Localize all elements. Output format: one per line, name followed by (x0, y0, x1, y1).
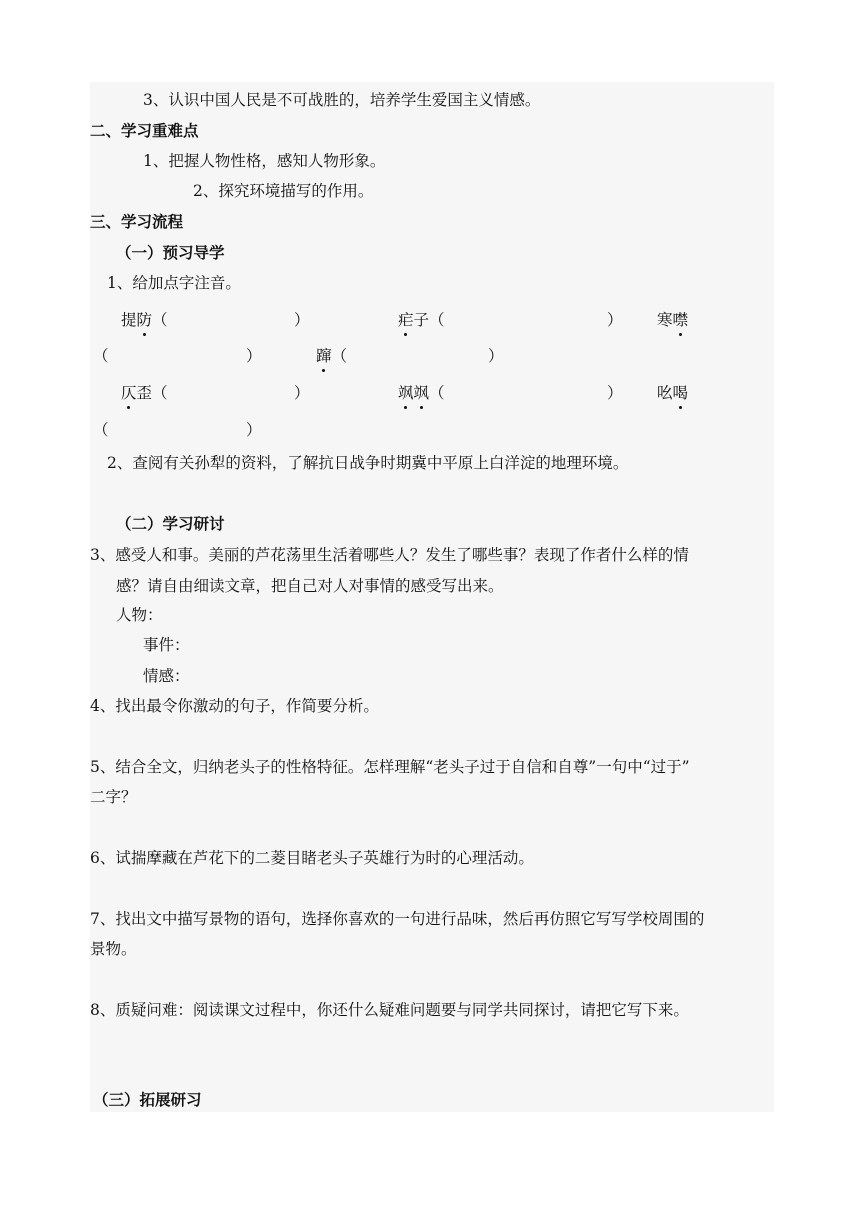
paren-close: ） (246, 421, 262, 439)
key-point-2: 2、探究环境描写的作用。 (193, 182, 374, 200)
task-5-cont: 二字？ (90, 788, 137, 806)
task-6: 6、试揣摩藏在芦花下的二菱目睹老头子英雄行为时的心理活动。 (90, 849, 534, 867)
paren-close: ） (607, 311, 623, 329)
label-characters: 人物： (116, 606, 163, 624)
word-tifang: 提防（ (121, 311, 168, 329)
task-3-cont: 感？请自由细读文章，把自己对人对事情的感受写出来。 (116, 577, 504, 595)
paren-close: ） (246, 347, 262, 365)
section-heading-key-points: 二、学习重难点 (90, 122, 199, 140)
subsection-extension: （三）拓展研习 (93, 1091, 202, 1109)
objective-3: 3、认识中国人民是不可战胜的，培养学生爱国主义情感。 (143, 91, 541, 109)
paren-close: ） (294, 384, 310, 402)
section-heading-process: 三、学习流程 (90, 213, 184, 231)
task-4: 4、找出最令你激动的句子，作简要分析。 (90, 697, 379, 715)
word-hanjin: 寒噤 (657, 311, 689, 329)
word-cuan: 蹿（ (316, 347, 348, 365)
task-5: 5、结合全文，归纳老头子的性格特征。怎样理解“老头子过于自信和自尊”一句中“过于” (90, 758, 690, 776)
word-zewai: 仄歪（ (121, 384, 168, 402)
paren-close: ） (294, 311, 310, 329)
word-yaozi: 疟子（ (398, 311, 445, 329)
task-7: 7、找出文中描写景物的语句，选择你喜欢的一句进行品味，然后再仿照它写写学校周围的 (90, 910, 705, 928)
key-point-1: 1、把握人物性格，感知人物形象。 (143, 152, 386, 170)
paren-close: ） (607, 384, 623, 402)
document-page (90, 82, 774, 1112)
subsection-study: （二）学习研讨 (116, 515, 225, 533)
task-1: 1、给加点字注音。 (107, 274, 241, 292)
word-yaohe: 吆喝 (657, 384, 689, 402)
task-2: 2、查阅有关孙犁的资料，了解抗日战争时期冀中平原上白洋淀的地理环境。 (107, 454, 629, 472)
label-events: 事件： (143, 636, 190, 654)
paren-open: （ (93, 421, 109, 439)
task-3: 3、感受人和事。美丽的芦花荡里生活着哪些人？发生了哪些事？表现了作者什么样的情 (90, 546, 689, 564)
subsection-preview: （一）预习导学 (116, 244, 225, 262)
task-7-cont: 景物。 (90, 940, 137, 958)
task-8: 8、质疑问难：阅读课文过程中，你还什么疑难问题要与同学共同探讨，请把它写下来。 (90, 1001, 689, 1019)
paren-close: ） (488, 347, 504, 365)
label-emotions: 情感： (143, 667, 190, 685)
word-sasa: 飒飒（ (398, 384, 445, 402)
paren-open: （ (93, 347, 109, 365)
